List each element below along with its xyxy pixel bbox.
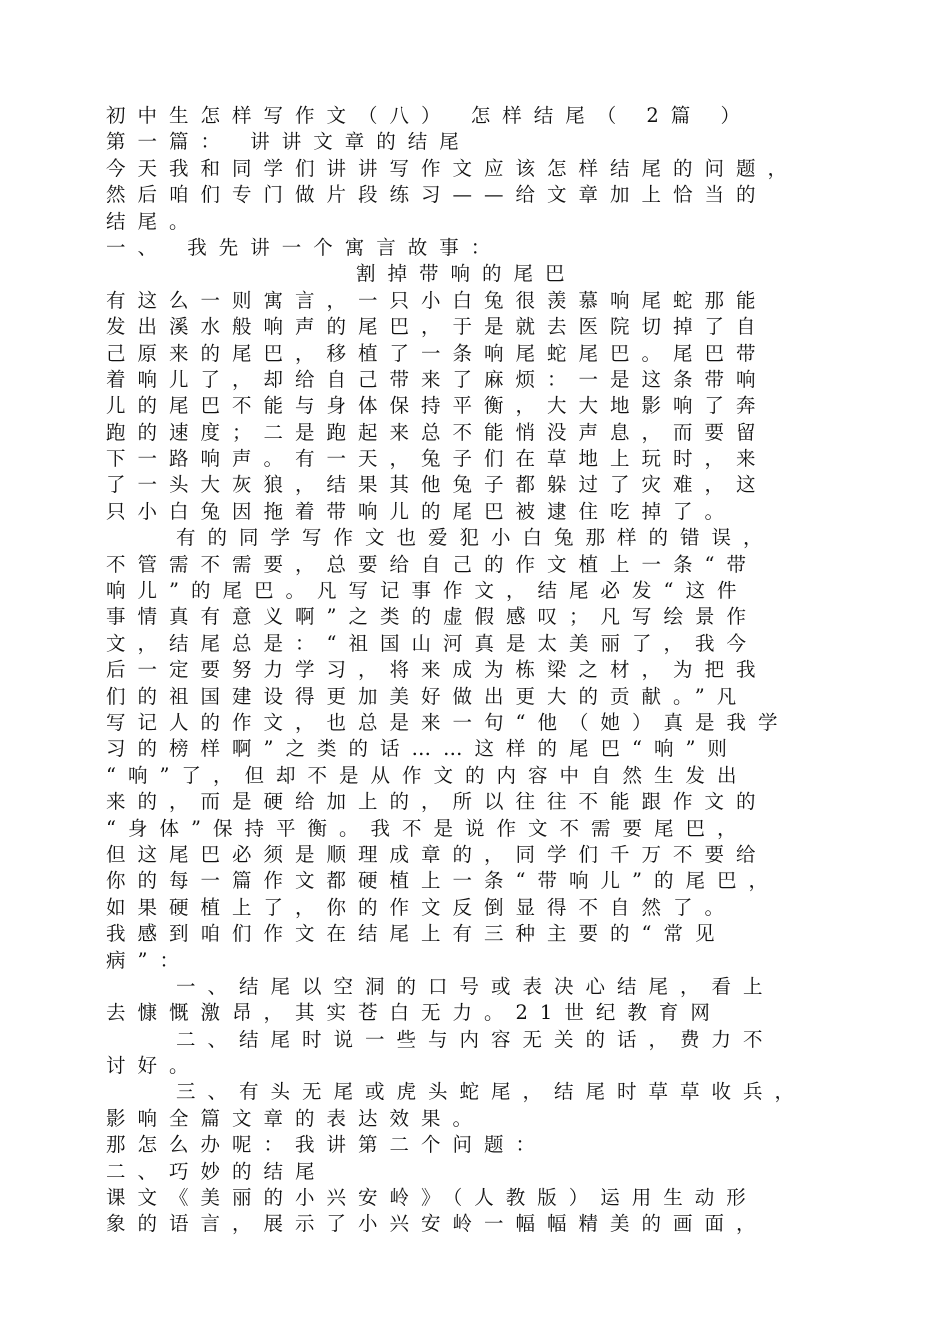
text-line: 有这么一则寓言，一只小白兔很羡慕响尾蛇那能 [106,288,768,312]
text-line: 如果硬植上了，你的作文反倒显得不自然了。 [106,895,737,919]
text-line: 去慷慨激昂，其实苍白无力。21世纪教育网 [106,1001,722,1025]
text-line: 了一头大灰狼，结果其他兔子都躲过了灾难，这 [106,473,768,497]
text-line: 跑的速度；二是跑起来总不能悄没声息，而要留 [106,420,768,444]
text-line: 讨好。 [106,1054,201,1078]
text-line: 写记人的作文，也总是来一句“他（她）真是我学 [106,710,790,734]
text-line: 今天我和同学们讲讲写作文应该怎样结尾的问题， [106,156,800,180]
text-line: 一、结尾以空洞的口号或表决心结尾，看上 [176,974,775,998]
text-line: 二、巧妙的结尾 [106,1159,327,1183]
text-line: 象的语言，展示了小兴安岭一幅幅精美的画面， [106,1212,768,1236]
text-line: 一、 我先讲一个寓言故事： [106,235,503,259]
text-line: 我感到咱们作文在结尾上有三种主要的“常见 [106,922,727,946]
text-line: 发出溪水般响声的尾巴，于是就去医院切掉了自 [106,315,768,339]
text-line: 响儿”的尾巴。凡写记事作文，结尾必发“这件 [106,579,749,603]
text-line: 着响儿了，却给自己带来了麻烦：一是这条带响 [106,367,768,391]
text-line: 但这尾巴必须是顺理成章的，同学们千万不要给 [106,842,768,866]
text-line: 来的，而是硬给加上的，所以往往不能跟作文的 [106,790,768,814]
text-line: 后一定要努力学习，将来成为栋梁之材，为把我 [106,658,768,682]
text-line: 儿的尾巴不能与身体保持平衡，大大地影响了奔 [106,394,768,418]
text-line: 那怎么办呢：我讲第二个问题： [106,1133,548,1157]
text-line: 二、结尾时说一些与内容无关的话，费力不 [176,1027,775,1051]
text-line: 有的同学写作文也爱犯小白兔那样的错误， [176,526,775,550]
text-line: 初中生怎样写作文（八） 怎样结尾（ 2篇 ） [106,104,753,127]
document-body [106,103,866,1238]
text-line: 影响全篇文章的表达效果。 [106,1106,485,1130]
text-line: 三、有头无尾或虎头蛇尾，结尾时草草收兵， [176,1080,807,1104]
text-line: 然后咱们专门做片段练习——给文章加上恰当的 [106,183,768,207]
text-line: “响”了，但却不是从作文的内容中自然生发出 [106,763,749,787]
text-line: 下一路响声。有一天，兔子们在草地上玩时，来 [106,447,768,471]
text-line: 不管需不需要，总要给自己的作文植上一条“带 [106,552,758,576]
text-line: 文，结尾总是：“祖国山河真是太美丽了，我今 [106,631,758,655]
text-line: 们的祖国建设得更加美好做出更大的贡献。”凡 [106,684,749,708]
text-line: 课文《美丽的小兴安岭》（人教版）运用生动形 [106,1186,758,1210]
text-line: 己原来的尾巴，移植了一条响尾蛇尾巴。尾巴带 [106,341,768,365]
text-line: 割掉带响的尾巴 [356,262,577,286]
text-line: 事情真有意义啊”之类的虚假感叹；凡写绘景作 [106,605,758,629]
text-line: 第一篇： 讲讲文章的结尾 [106,130,471,154]
text-line: 你的每一篇作文都硬植上一条“带响儿”的尾巴， [106,869,780,893]
text-line: 病”： [106,948,191,972]
text-line: 习的榜样啊”之类的话……这样的尾巴“响”则 [106,737,739,761]
text-line: 结尾。 [106,209,201,233]
text-line: “身体”保持平衡。我不是说作文不需要尾巴， [106,816,749,840]
text-line: 只小白兔因拖着带响儿的尾巴被逮住吃掉了。 [106,499,737,523]
